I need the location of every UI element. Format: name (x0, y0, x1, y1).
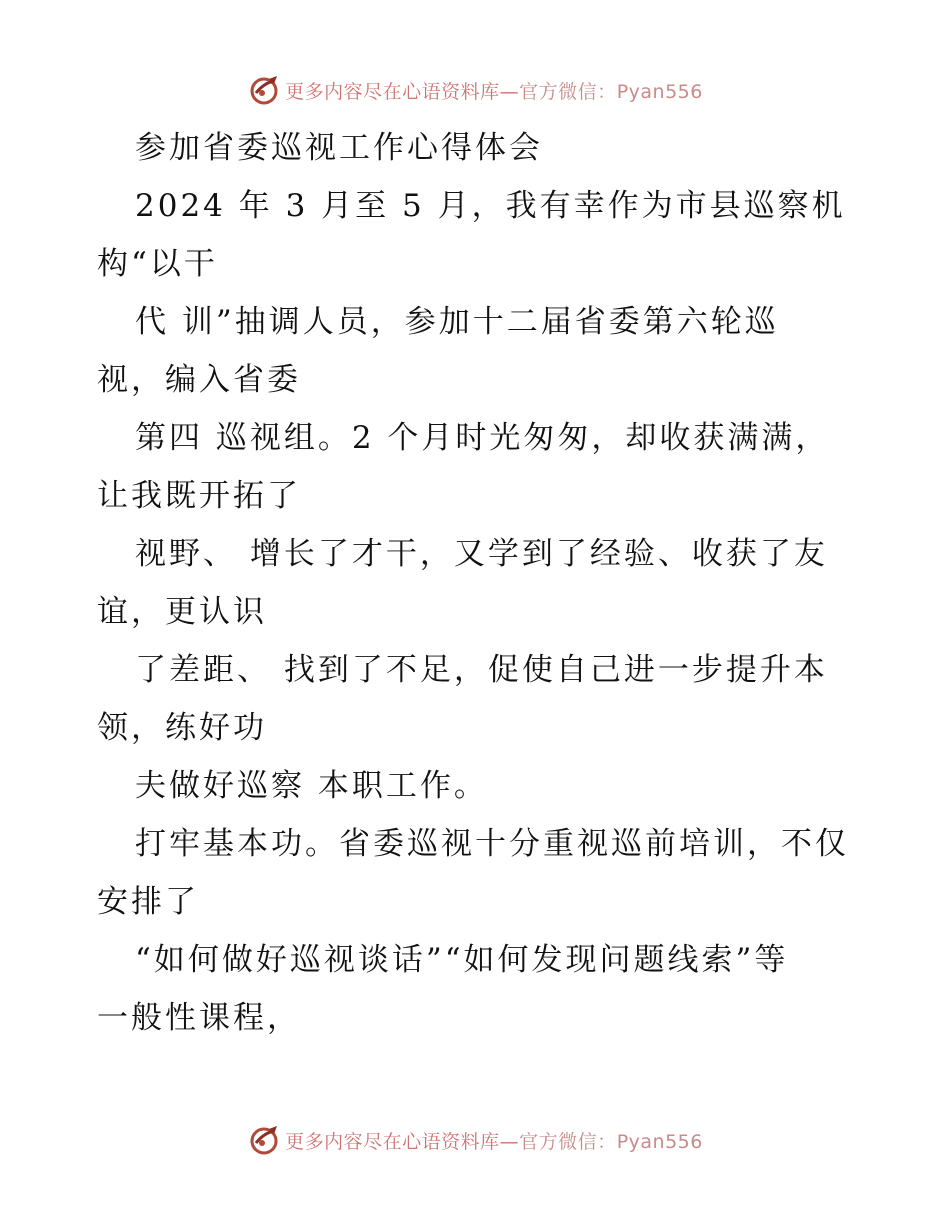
paragraph-line: 视野、 增长了才干，又学到了经验、收获了友 (135, 536, 828, 572)
watermark-banner-top (0, 70, 950, 110)
document-title: 参加省委巡视工作心得体会 (135, 130, 543, 166)
watermark-wechat-label: 官方微信： (519, 80, 617, 103)
watermark-wechat-id: Pyan556 (616, 1130, 703, 1153)
paragraph-line: 代 训”抽调人员，参加十二届省委第六轮巡 (135, 304, 779, 340)
watermark-text (285, 1127, 703, 1154)
paragraph-line: 夫做好巡察 本职工作。 (135, 768, 488, 804)
paragraph-line: 第四 巡视组。2 个月时光匆匆，却收获满满， (135, 420, 830, 456)
watermark-dash: — (499, 1130, 520, 1153)
watermark-banner-bottom (0, 1120, 950, 1160)
paragraph-line: “如何做好巡视谈话”“如何发现问题线索”等 (135, 942, 789, 978)
paragraph-line: 一般性课程， (97, 1000, 301, 1036)
watermark-wechat-label: 官方微信： (519, 1130, 617, 1153)
paragraph-line: 谊，更认识 (97, 594, 267, 630)
watermark-text (285, 77, 703, 104)
pen-swirl-logo-icon (247, 1123, 281, 1157)
paragraph-line: 构“以干 (97, 246, 218, 282)
paragraph-line: 了差距、 找到了不足，促使自己进一步提升本 (135, 652, 828, 688)
watermark-main: 更多内容尽在心语资料库 (285, 80, 500, 103)
paragraph-line: 让我既开拓了 (97, 478, 301, 514)
paragraph-line: 2024 年 3 月至 5 月，我有幸作为市县巡察机 (135, 188, 846, 224)
paragraph-line: 打牢基本功。省委巡视十分重视巡前培训，不仅 (135, 826, 849, 862)
paragraph-line: 视，编入省委 (97, 362, 301, 398)
watermark-dash: — (499, 80, 520, 103)
pen-swirl-logo-icon (247, 73, 281, 107)
watermark-main: 更多内容尽在心语资料库 (285, 1130, 500, 1153)
paragraph-line: 安排了 (97, 884, 199, 920)
paragraph-line: 领，练好功 (97, 710, 267, 746)
watermark-wechat-id: Pyan556 (616, 80, 703, 103)
